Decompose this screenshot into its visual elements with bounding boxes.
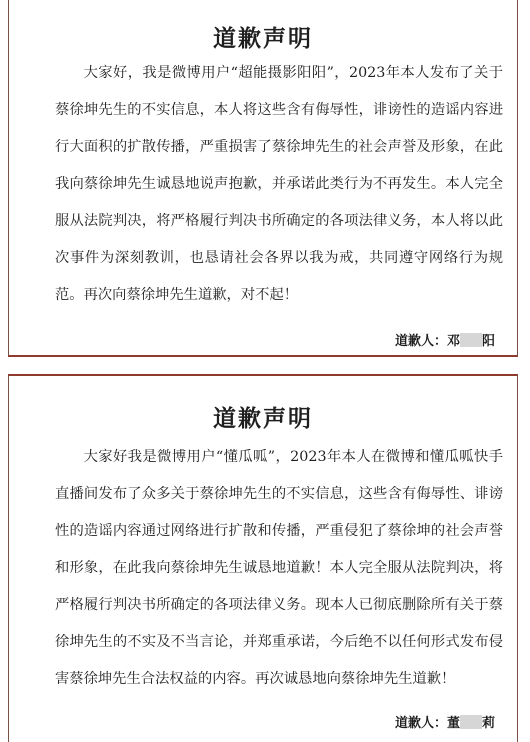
signature-given-name: 莉 — [481, 716, 495, 731]
apology-statement-1 — [8, 0, 518, 357]
signature-surname: 邓 — [446, 334, 460, 349]
signature-surname: 董 — [446, 716, 460, 731]
signature-given-name: 阳 — [481, 334, 495, 349]
statement-body-text: 大家好，我是微博用户“超能摄影阳阳”，2023年本人发布了关于蔡徐坤先生的不实信息，本人将这些含有侮辱性，诽谤性的造谣内容进行大面积的扩散传播，严重损害了蔡徐坤先生的社会声誉及形象，在此我向蔡徐坤先生诚恳地说声抱歉，并承诺此类行为不再发生。本人完全服从法院判决，将严格履行判决书所确定的各项法律义务，本人将以此次事件为深刻教训，也恳请社会各界以我为戒，共同遵守网络行为规范。再次向蔡徐坤先生道歉，对不起！ — [55, 65, 503, 303]
statement-body — [55, 439, 503, 698]
signature-label: 道歉人： — [394, 334, 447, 349]
signature — [395, 330, 495, 349]
redaction-block — [460, 333, 482, 347]
statement-body-text: 大家好我是微博用户“懂瓜呱”，2023年本人在微博和懂瓜呱快手直播间发布了众多关于蔡徐坤先生的不实信息，这些含有侮辱性、诽谤性的造谣内容通过网络进行扩散和传播，严重侵犯了蔡徐坤的社会声誉和形象，在此我向蔡徐坤先生诚恳地道歉！本人完全服从法院判决，将严格履行判决书所确定的各项法律义务。现本人已彻底删除所有关于蔡徐坤先生的不实及不当言论，并郑重承诺，今后绝不以任何形式发布侵害蔡徐坤先生合法权益的内容。再次诚恳地向蔡徐坤先生道歉！ — [55, 449, 503, 687]
signature — [395, 712, 495, 731]
statement-body — [55, 55, 503, 314]
statement-title: 道歉声明 — [213, 25, 313, 52]
apology-statement-2 — [8, 374, 518, 742]
statement-title: 道歉声明 — [213, 405, 313, 432]
redaction-block — [460, 715, 482, 729]
signature-label: 道歉人： — [394, 716, 447, 731]
